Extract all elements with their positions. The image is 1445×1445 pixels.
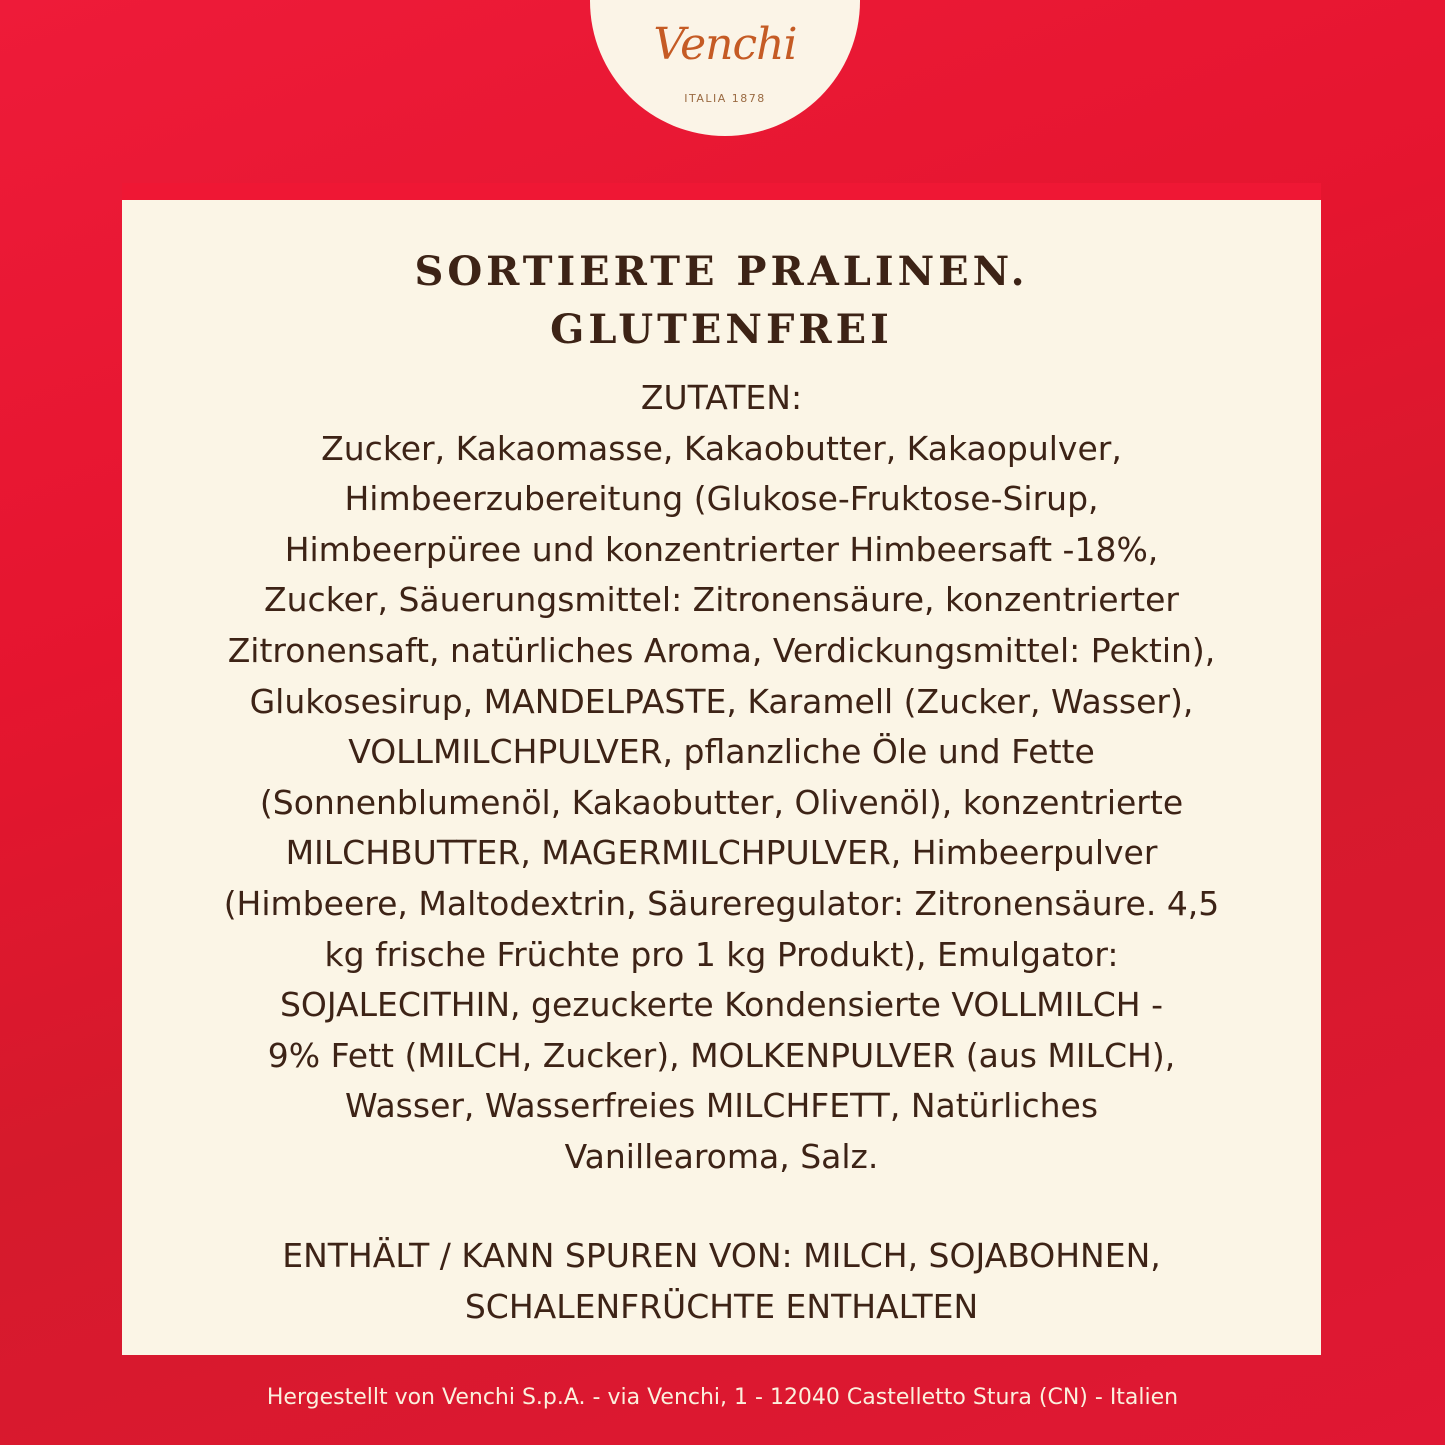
product-title-line-2: GLUTENFREI bbox=[550, 306, 893, 353]
ingredients-line: MILCHBUTTER, MAGERMILCHPULVER, Himbeerpulver bbox=[285, 833, 1158, 873]
brand-tagline: ITALIA 1878 bbox=[684, 92, 766, 105]
panel-accent-bar bbox=[122, 183, 1321, 200]
ingredients-line: kg frische Früchte pro 1 kg Produkt), Emulgator: bbox=[324, 934, 1119, 974]
allergen-line: ENTHÄLT / KANN SPUREN VON: MILCH, SOJABOHNEN, bbox=[282, 1236, 1161, 1275]
ingredients-line: Vanillearoma, Salz. bbox=[564, 1136, 879, 1176]
ingredients-line: Zucker, Kakaomasse, Kakaobutter, Kakaopulver, bbox=[321, 428, 1122, 468]
ingredients-line: (Sonnenblumenöl, Kakaobutter, Olivenöl), konzentrierte bbox=[259, 782, 1184, 822]
ingredients-text bbox=[122, 373, 1321, 1183]
ingredients-line: Wasser, Wasserfreies MILCHFETT, Natürliches bbox=[344, 1086, 1099, 1126]
ingredients-line: Glukosesirup, MANDELPASTE, Karamell (Zucker, Wasser), bbox=[249, 681, 1194, 721]
ingredients-heading: ZUTATEN: bbox=[640, 378, 803, 417]
allergen-line: SCHALENFRÜCHTE ENTHALTEN bbox=[464, 1286, 979, 1326]
product-title-line-1: SORTIERTE PRALINEN. bbox=[414, 248, 1029, 295]
ingredients-line: Himbeerzubereitung (Glukose-Fruktose-Sirup, bbox=[344, 479, 1099, 519]
brand-logo-wordmark: Venchi bbox=[653, 19, 797, 70]
ingredients-line: SOJALECITHIN, gezuckerte Kondensierte VOLLMILCH - bbox=[279, 985, 1163, 1025]
allergen-notice bbox=[122, 1231, 1321, 1332]
ingredients-line: Himbeerpüree und konzentrierter Himbeersaft -18%, bbox=[284, 529, 1159, 569]
ingredients-line: Zitronensaft, natürliches Aroma, Verdickungsmittel: Pektin), bbox=[227, 630, 1216, 670]
manufacturer-footer: Hergestellt von Venchi S.p.A. - via Venchi, 1 - 12040 Castelletto Stura (CN) - Italien bbox=[266, 1385, 1179, 1410]
ingredients-line: 9% Fett (MILCH, Zucker), MOLKENPULVER (aus MILCH), bbox=[267, 1035, 1176, 1075]
ingredients-line: Zucker, Säuerungsmittel: Zitronensäure, konzentrierter bbox=[264, 580, 1179, 620]
ingredients-line: VOLLMILCHPULVER, pflanzliche Öle und Fette bbox=[348, 732, 1095, 772]
ingredients-panel bbox=[122, 200, 1321, 1355]
ingredients-line: (Himbeere, Maltodextrin, Säureregulator: Zitronensäure. 4,5 bbox=[223, 883, 1220, 923]
